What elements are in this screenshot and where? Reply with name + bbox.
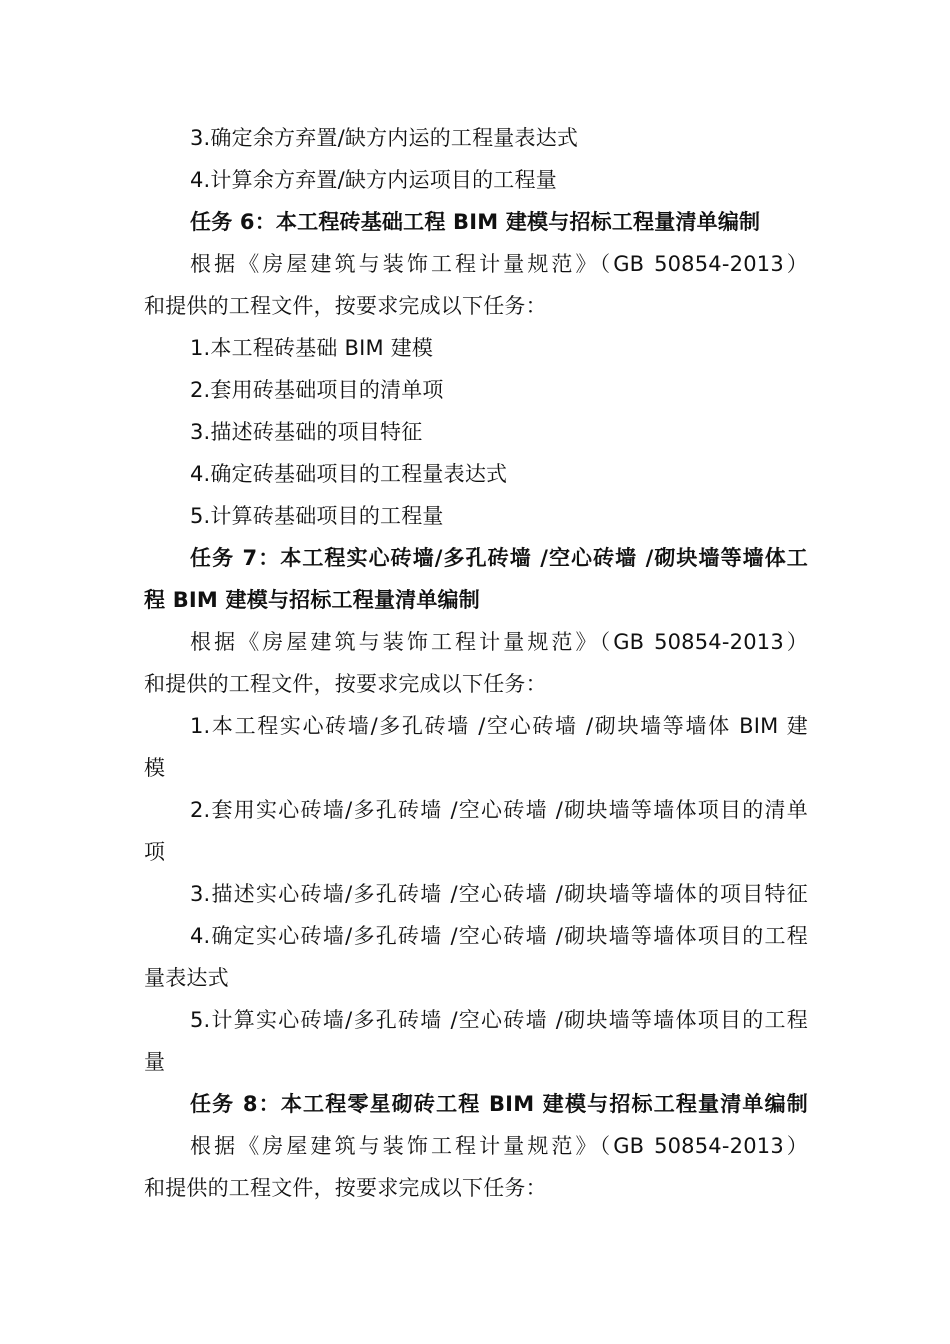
- paragraph-line: 4.计算余方弃置/缺方内运项目的工程量: [190, 168, 557, 192]
- list-item-continued: 模: [144, 756, 166, 780]
- paragraph-line: 根据《房屋建筑与装饰工程计量规范》（GB 50854-2013）: [190, 630, 808, 654]
- paragraph-line: 根据《房屋建筑与装饰工程计量规范》（GB 50854-2013）: [190, 252, 808, 276]
- list-item: 5.计算砖基础项目的工程量: [190, 504, 444, 528]
- task-heading: 任务 7：本工程实心砖墙/多孔砖墙 /空心砖墙 /砌块墙等墙体工: [190, 546, 808, 570]
- task-heading: 任务 8：本工程零星砌砖工程 BIM 建模与招标工程量清单编制: [190, 1092, 808, 1116]
- list-item: 1.本工程实心砖墙/多孔砖墙 /空心砖墙 /砌块墙等墙体 BIM 建: [190, 714, 808, 738]
- list-item: 2.套用砖基础项目的清单项: [190, 378, 444, 402]
- list-item: 3.描述实心砖墙/多孔砖墙 /空心砖墙 /砌块墙等墙体的项目特征: [190, 882, 808, 906]
- list-item: 3.描述砖基础的项目特征: [190, 420, 423, 444]
- document-body: [144, 117, 808, 1209]
- list-item: 2.套用实心砖墙/多孔砖墙 /空心砖墙 /砌块墙等墙体项目的清单: [190, 798, 808, 822]
- list-item: 4.确定实心砖墙/多孔砖墙 /空心砖墙 /砌块墙等墙体项目的工程: [190, 924, 808, 948]
- list-item: 1.本工程砖基础 BIM 建模: [190, 336, 434, 360]
- list-item: 4.确定砖基础项目的工程量表达式: [190, 462, 508, 486]
- task-heading-continued: 程 BIM 建模与招标工程量清单编制: [144, 588, 480, 612]
- paragraph-line: 和提供的工程文件，按要求完成以下任务：: [144, 294, 547, 318]
- paragraph-line: 3.确定余方弃置/缺方内运的工程量表达式: [190, 126, 579, 150]
- list-item-continued: 量表达式: [144, 966, 229, 990]
- list-item-continued: 项: [144, 840, 166, 864]
- paragraph-line: 和提供的工程文件，按要求完成以下任务：: [144, 672, 547, 696]
- list-item-continued: 量: [144, 1050, 166, 1074]
- paragraph-line: 和提供的工程文件，按要求完成以下任务：: [144, 1176, 547, 1200]
- paragraph-line: 根据《房屋建筑与装饰工程计量规范》（GB 50854-2013）: [190, 1134, 808, 1158]
- task-heading: 任务 6：本工程砖基础工程 BIM 建模与招标工程量清单编制: [190, 210, 761, 234]
- list-item: 5.计算实心砖墙/多孔砖墙 /空心砖墙 /砌块墙等墙体项目的工程: [190, 1008, 808, 1032]
